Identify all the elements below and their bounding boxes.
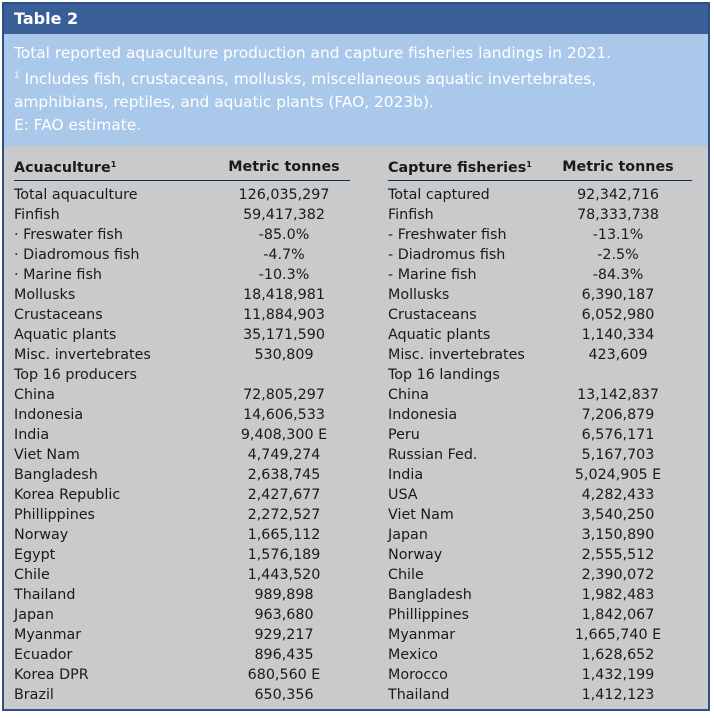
capture-label: Finfish [388,207,434,223]
aquaculture-label: Korea Republic [14,487,121,503]
capture-label: - Freshwater fish [388,227,507,243]
aquaculture-value: 929,217 [254,627,314,643]
table-panel [2,2,710,711]
capture-value: 13,142,837 [577,387,659,403]
table-row [14,565,692,585]
aquaculture-label: Misc. invertebrates [14,347,151,363]
table-header-row [14,154,692,181]
aquaculture-value: 35,171,590 [243,327,325,343]
aquaculture-value [218,365,350,385]
capture-value: 2,555,512 [581,547,655,563]
capture-value: 1,432,199 [581,667,655,683]
table-row [14,245,692,265]
aquaculture-label: Bangladesh [14,467,98,483]
aquaculture-value: 4,749,274 [247,447,321,463]
aquaculture-label: Egypt [14,547,56,563]
capture-label: Phillippines [388,607,469,623]
capture-value: -2.5% [597,247,639,263]
aquaculture-value: 2,638,745 [247,467,321,483]
capture-value: 4,282,433 [581,487,655,503]
production-table [14,154,692,705]
aquaculture-label: Phillippines [14,507,95,523]
capture-header: Capture fisheries$^1$ [388,154,544,181]
aquaculture-value: 9,408,300 E [240,427,328,443]
capture-value: -13.1% [592,227,644,243]
aquaculture-value: 14,606,533 [243,407,325,423]
aquaculture-label: Finfish [14,207,60,223]
aquaculture-value: 18,418,981 [243,287,325,303]
aquaculture-value: 2,427,677 [247,487,321,503]
aquaculture-value: 1,576,189 [247,547,321,563]
capture-label: Mollusks [388,287,450,303]
capture-label: Top 16 landings [388,367,500,383]
aquaculture-value: 1,443,520 [247,567,321,583]
capture-value: 1,140,334 [581,327,655,343]
aquaculture-label: Korea DPR [14,667,89,683]
aquaculture-label: Crustaceans [14,307,103,323]
aquaculture-value: 11,884,903 [243,307,325,323]
capture-value: 6,576,171 [581,427,655,443]
capture-value: 5,167,703 [581,447,655,463]
capture-value: 423,609 [588,347,648,363]
capture-label: Myanmar [388,627,456,643]
aquaculture-value: 59,417,382 [243,207,325,223]
capture-value: 2,390,072 [581,567,655,583]
capture-label: Indonesia [388,407,458,423]
capture-label: Thailand [388,687,450,703]
aquaculture-label: Thailand [14,587,76,603]
table-row [14,365,692,385]
aquaculture-value: 963,680 [254,607,314,623]
aquaculture-label: · Marine fish [14,267,102,283]
table-row [14,405,692,425]
aquaculture-unit-header: Metric tonnes [218,154,350,181]
table-title: Table 2 [4,4,708,34]
capture-value: 78,333,738 [577,207,659,223]
table-row [14,665,692,685]
aquaculture-label: Top 16 producers [14,367,137,383]
table-row [14,645,692,665]
capture-label: - Marine fish [388,267,477,283]
aquaculture-label: Chile [14,567,50,583]
table-row [14,585,692,605]
table-row [14,205,692,225]
aquaculture-label: China [14,387,55,403]
capture-value: 1,665,740 E [574,627,662,643]
table-row [14,525,692,545]
capture-label: USA [388,487,418,503]
capture-value: 7,206,879 [581,407,655,423]
aquaculture-value: -85.0% [258,227,310,243]
aquaculture-value: 989,898 [254,587,314,603]
table-body [14,181,692,706]
capture-value: 92,342,716 [577,187,659,203]
table-row [14,505,692,525]
aquaculture-label: · Diadromous fish [14,247,140,263]
table-row [14,425,692,445]
capture-label: Misc. invertebrates [388,347,525,363]
table-row [14,465,692,485]
aquaculture-label: Mollusks [14,287,76,303]
capture-label: Peru [388,427,420,443]
table-row [14,285,692,305]
aquaculture-label: Viet Nam [14,447,80,463]
aquaculture-label: Brazil [14,687,54,703]
table-row [14,265,692,285]
aquaculture-label: Ecuador [14,647,73,663]
aquaculture-label: Aquatic plants [14,327,117,343]
capture-value: 1,982,483 [581,587,655,603]
aquaculture-label: Japan [14,607,54,623]
capture-value: 6,390,187 [581,287,655,303]
table-row [14,485,692,505]
capture-label: - Diadromus fish [388,247,506,263]
capture-label: Japan [388,527,428,543]
aquaculture-value: 680,560 E [247,667,321,683]
table-row [14,545,692,565]
aquaculture-label: Norway [14,527,69,543]
table-row [14,345,692,365]
caption-line-1: Total reported aquaculture production and capture fisheries landings in 2021. [14,44,612,62]
capture-label: Aquatic plants [388,327,491,343]
aquaculture-value: 896,435 [254,647,314,663]
table-row [14,305,692,325]
table-row [14,685,692,705]
footnote-mark: 1 [14,71,20,81]
caption-line-3: amphibians, reptiles, and aquatic plants (FAO, 2023b). [14,93,434,111]
table-row [14,225,692,245]
capture-label: Crustaceans [388,307,477,323]
caption-line-4: E: FAO estimate. [14,116,142,134]
table-row [14,445,692,465]
capture-label: Viet Nam [388,507,454,523]
capture-label: Mexico [388,647,438,663]
table-row [14,605,692,625]
aquaculture-value: 72,805,297 [243,387,325,403]
aquaculture-label: · Freswater fish [14,227,123,243]
aquaculture-value: 1,665,112 [247,527,321,543]
aquaculture-value: 2,272,527 [247,507,321,523]
aquaculture-label: Indonesia [14,407,84,423]
aquaculture-label: India [14,427,50,443]
capture-value [544,365,692,385]
capture-label: Morocco [388,667,448,683]
table-row [14,385,692,405]
aquaculture-value: 126,035,297 [238,187,330,203]
capture-value: 3,150,890 [581,527,655,543]
capture-unit-header: Metric tonnes [544,154,692,181]
table-caption [4,34,708,146]
capture-value: 1,842,067 [581,607,655,623]
aquaculture-label: Myanmar [14,627,82,643]
caption-line-2-text: Includes fish, crustaceans, mollusks, miscellaneous aquatic invertebrates, [24,70,597,88]
aquaculture-value: 650,356 [254,687,314,703]
capture-label: China [388,387,429,403]
aquaculture-label: Total aquaculture [14,187,138,203]
capture-label: Chile [388,567,424,583]
capture-value: 1,628,652 [581,647,655,663]
capture-label: Total captured [388,187,490,203]
capture-value: -84.3% [592,267,644,283]
capture-label: Norway [388,547,443,563]
table-row [14,181,692,206]
aquaculture-value: -10.3% [258,267,310,283]
table-row [14,625,692,645]
aquaculture-value: 530,809 [254,347,314,363]
capture-label: Russian Fed. [388,447,478,463]
caption-line-2 [14,65,698,91]
table-row [14,325,692,345]
aquaculture-value: -4.7% [263,247,305,263]
aquaculture-header: Acuaculture$^1$ [14,154,218,181]
capture-label: Bangladesh [388,587,472,603]
capture-value: 1,412,123 [581,687,655,703]
capture-value: 5,024,905 E [574,467,662,483]
capture-label: India [388,467,424,483]
capture-value: 6,052,980 [581,307,655,323]
capture-value: 3,540,250 [581,507,655,523]
